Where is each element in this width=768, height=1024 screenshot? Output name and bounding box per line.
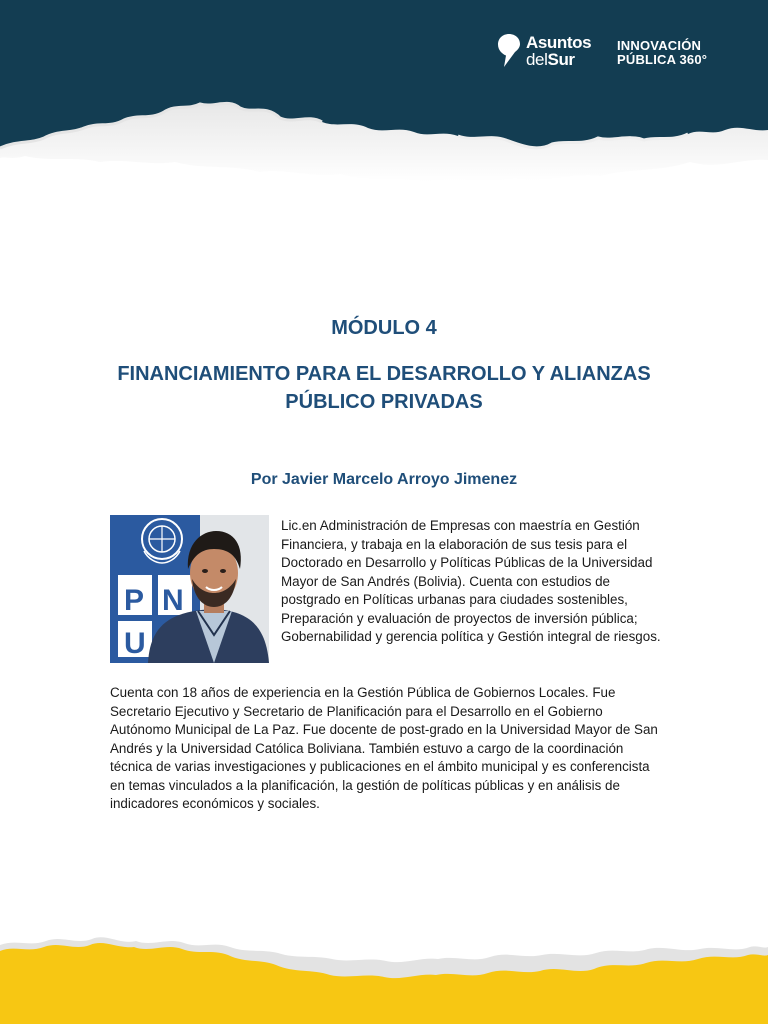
backdrop-letter-u: U xyxy=(124,627,146,660)
author-photo xyxy=(110,515,269,663)
header-torn-band xyxy=(0,0,768,200)
bio-paragraph-2: Cuenta con 18 años de experiencia en la Gestión Pública de Gobiernos Locales. Fue Secretario Ejecutivo y Secretario de Planificación para el Desarrollo en el Gobierno Autónomo Municipal de La Paz. Fue docente de post-grado en la Universidad Mayor de San Andrés y la Universidad Católica Boliviana. También estuvo a cargo de la coordinación técnica de varias investigaciones y publicaciones en el ámbito municipal y es conferencista en temas vinculados a la planificación, la gestión de políticas públicas y en análisis de indicadores económicos y sociales. xyxy=(110,685,658,811)
module-title: FINANCIAMIENTO PARA EL DESARROLLO Y ALIANZAS PÚBLICO PRIVADAS xyxy=(117,363,651,413)
logo-delsur-text xyxy=(526,51,575,69)
logo-publica-text: PÚBLICA 360° xyxy=(617,52,708,67)
footer-torn-band xyxy=(0,925,768,1024)
asuntos-del-sur-logo xyxy=(497,33,607,71)
logo-sur-text: Sur xyxy=(547,50,575,69)
innovacion-publica-logo xyxy=(617,39,735,71)
speech-pin-icon xyxy=(497,33,521,69)
logo-innovacion-text: INNOVACIÓN xyxy=(617,38,702,53)
backdrop-letter-p: P xyxy=(124,584,145,617)
module-label: MÓDULO 4 xyxy=(331,317,437,339)
logo-asuntos-text: Asuntos xyxy=(526,33,592,52)
bio-paragraph-1: Lic.en Administración de Empresas con maestría en Gestión Financiera, y trabaja en la elaboración de sus tesis para el Doctorado en Desarrollo y Políticas Públicas de la Universidad Mayor de San Andrés (Bolivia). Cuenta con estudios de postgrado en Políticas urbanas para ciudades sostenibles, Preparación y evaluación de proyectos de inversión pública; Gobernabilidad y gerencia política y Gestión integral de riesgos. xyxy=(281,518,661,644)
author-byline: Por Javier Marcelo Arroyo Jimenez xyxy=(250,471,518,488)
logo-del-text: del xyxy=(526,50,548,69)
backdrop-letter-n: N xyxy=(162,584,184,617)
